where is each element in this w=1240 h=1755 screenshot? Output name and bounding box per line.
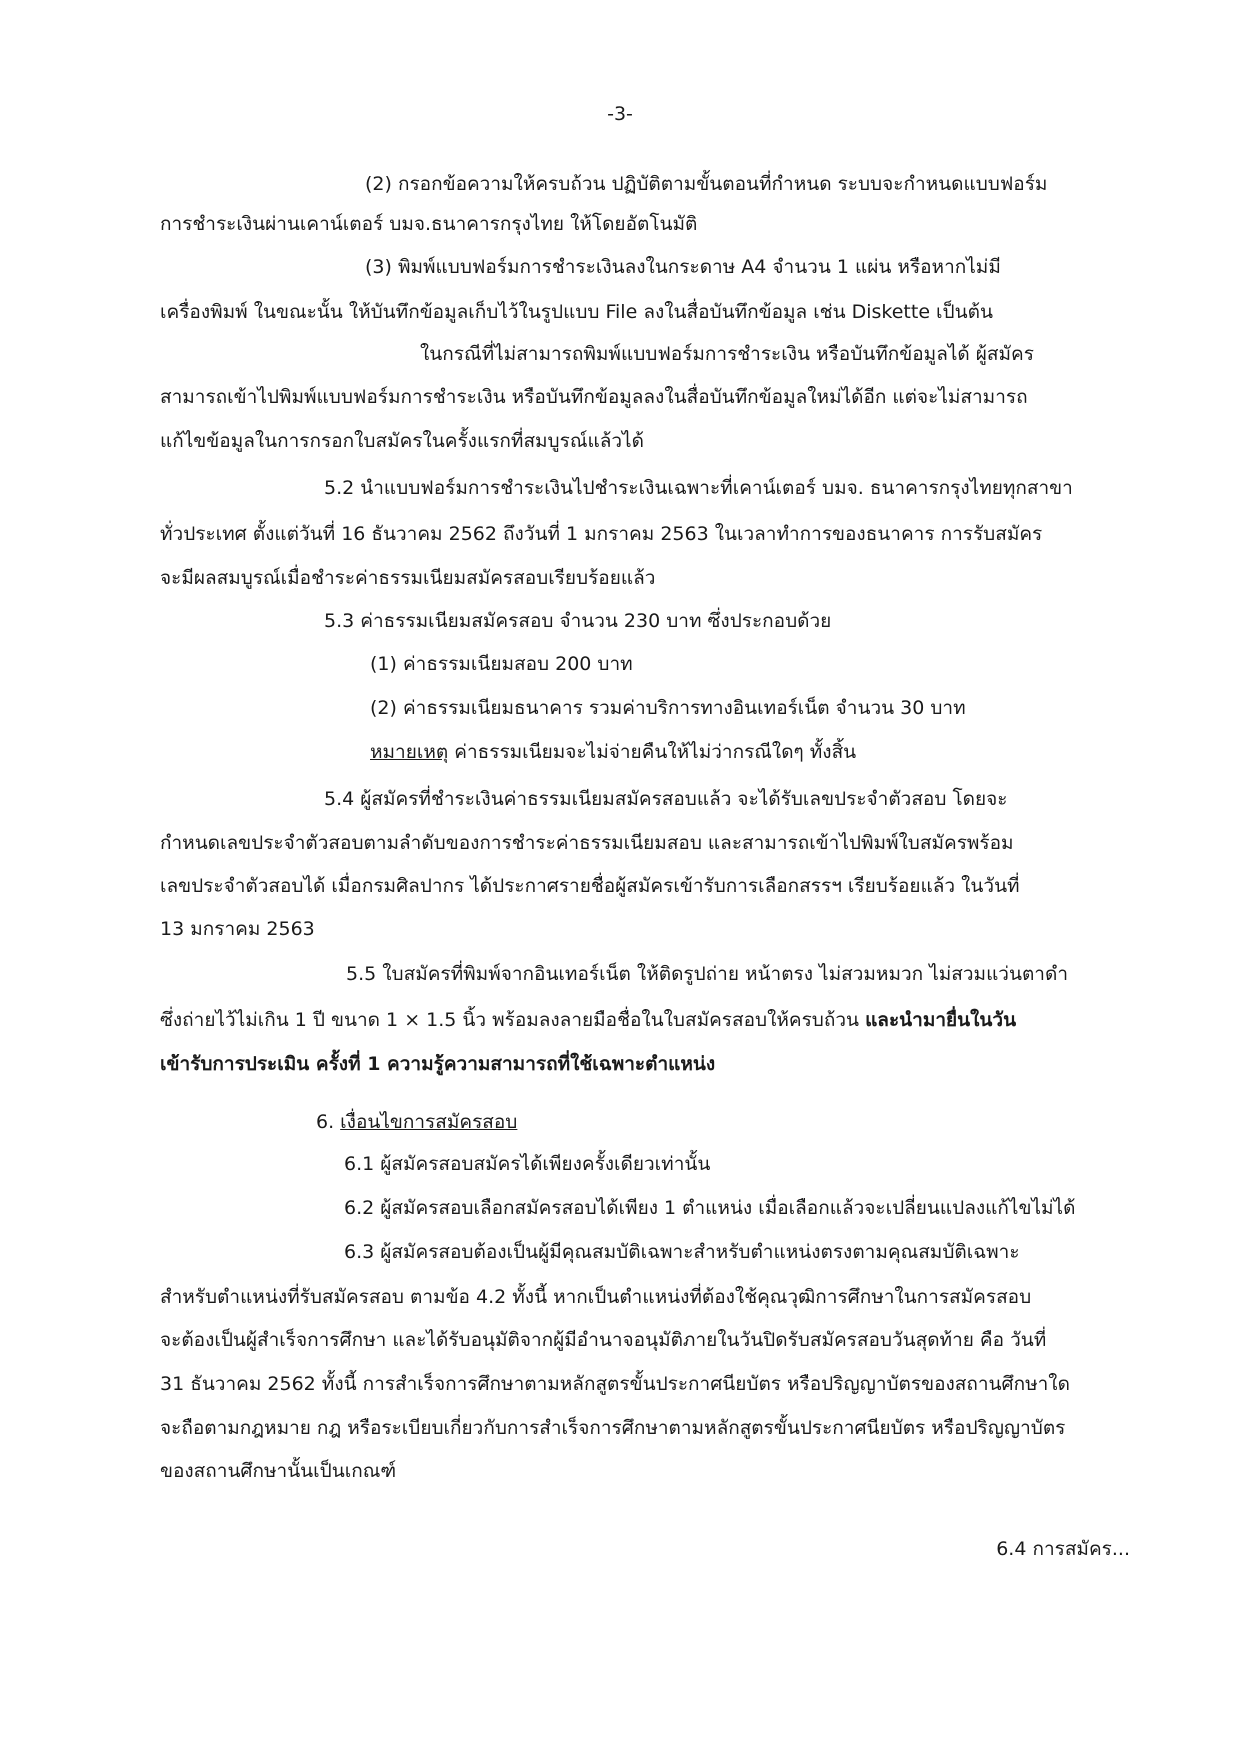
page-number: -3- bbox=[607, 103, 633, 125]
paragraph-line: ในกรณีที่ไม่สามารถพิมพ์แบบฟอร์มการชำระเงิน หรือบันทึกข้อมูลได้ ผู้สมัคร bbox=[420, 343, 1034, 365]
paragraph-line: จะต้องเป็นผู้สำเร็จการศึกษา และได้รับอนุมัติจากผู้มีอำนาจอนุมัติภายในวันปิดรับสมัครสอบวันสุดท้าย คือ วันที่ bbox=[160, 1329, 1047, 1351]
section-6-1: 6.1 ผู้สมัครสอบสมัครได้เพียงครั้งเดียวเท่านั้น bbox=[344, 1153, 711, 1175]
paragraph-line: จะถือตามกฎหมาย กฎ หรือระเบียบเกี่ยวกับการสำเร็จการศึกษาตามหลักสูตรขั้นประกาศนียบัตร หรือปริญญาบัตร bbox=[160, 1417, 1066, 1439]
section-6-heading bbox=[316, 1108, 517, 1136]
fee-item-2: (2) ค่าธรรมเนียมธนาคาร รวมค่าบริการทางอินเทอร์เน็ต จำนวน 30 บาท bbox=[370, 697, 966, 719]
section-6-2: 6.2 ผู้สมัครสอบเลือกสมัครสอบได้เพียง 1 ตำแหน่ง เมื่อเลือกแล้วจะเปลี่ยนแปลงแก้ไขไม่ได้ bbox=[344, 1197, 1076, 1219]
paragraph-line: สามารถเข้าไปพิมพ์แบบฟอร์มการชำระเงิน หรือบันทึกข้อมูลลงในสื่อบันทึกข้อมูลใหม่ได้อีก แต่จะไม่สามารถ bbox=[160, 386, 1028, 408]
line-text: ซึ่งถ่ายไว้ไม่เกิน 1 ปี ขนาด 1 × 1.5 นิ้ว พร้อมลงลายมือชื่อในใบสมัครสอบให้ครบถ้วน bbox=[160, 1009, 866, 1031]
bold-line: เข้ารับการประเมิน ครั้งที่ 1 ความรู้ความสามารถที่ใช้เฉพาะตำแหน่ง bbox=[160, 1053, 716, 1075]
bold-text: และนำมายื่นในวัน bbox=[865, 1009, 1017, 1031]
paragraph-line: กำหนดเลขประจำตัวสอบตามลำดับของการชำระค่าธรรมเนียมสอบ และสามารถเข้าไปพิมพ์ใบสมัครพร้อม bbox=[160, 832, 1014, 854]
paragraph-line: 31 ธันวาคม 2562 ทั้งนี้ การสำเร็จการศึกษาตามหลักสูตรขั้นประกาศนียบัตร หรือปริญญาบัตรของสถานศึกษาใด bbox=[160, 1373, 1070, 1395]
paragraph-line: (3) พิมพ์แบบฟอร์มการชำระเงินลงในกระดาษ A4 จำนวน 1 แผ่น หรือหากไม่มี bbox=[365, 256, 1001, 278]
section-number: 6. bbox=[316, 1111, 341, 1133]
section-5-2: 5.2 นำแบบฟอร์มการชำระเงินไปชำระเงินเฉพาะที่เคาน์เตอร์ บมจ. ธนาคารกรุงไทยทุกสาขา bbox=[324, 477, 1073, 499]
paragraph-line: 13 มกราคม 2563 bbox=[160, 918, 315, 940]
note-text: ค่าธรรมเนียมจะไม่จ่ายคืนให้ไม่ว่ากรณีใดๆ ทั้งสิ้น bbox=[448, 741, 857, 763]
section-5-5: 5.5 ใบสมัครที่พิมพ์จากอินเทอร์เน็ต ให้ติดรูปถ่าย หน้าตรง ไม่สวมหมวก ไม่สวมแว่นตาดำ bbox=[346, 963, 1068, 985]
paragraph-line: (2) กรอกข้อความให้ครบถ้วน ปฏิบัติตามขั้นตอนที่กำหนด ระบบจะกำหนดแบบฟอร์ม bbox=[365, 173, 1048, 195]
note-line bbox=[370, 738, 856, 766]
paragraph-line: ของสถานศึกษานั้นเป็นเกณฑ์ bbox=[160, 1460, 397, 1482]
continuation-marker: 6.4 การสมัคร... bbox=[996, 1538, 1130, 1560]
section-6-3: 6.3 ผู้สมัครสอบต้องเป็นผู้มีคุณสมบัติเฉพาะสำหรับตำแหน่งตรงตามคุณสมบัติเฉพาะ bbox=[344, 1241, 1020, 1263]
fee-item-1: (1) ค่าธรรมเนียมสอบ 200 บาท bbox=[370, 653, 633, 675]
note-label: หมายเหตุ bbox=[370, 741, 449, 763]
paragraph-line: เลขประจำตัวสอบได้ เมื่อกรมศิลปากร ได้ประกาศรายชื่อผู้สมัครเข้ารับการเลือกสรรฯ เรียบร้อยแล้ว ในวันที่ bbox=[160, 875, 1020, 897]
section-title: เงื่อนไขการสมัครสอบ bbox=[340, 1111, 518, 1133]
paragraph-line: สำหรับตำแหน่งที่รับสมัครสอบ ตามข้อ 4.2 ทั้งนี้ หากเป็นตำแหน่งที่ต้องใช้คุณวุฒิการศึกษาในการสมัครสอบ bbox=[160, 1286, 1032, 1308]
paragraph-line bbox=[160, 1006, 1016, 1034]
paragraph-line: จะมีผลสมบูรณ์เมื่อชำระค่าธรรมเนียมสมัครสอบเรียบร้อยแล้ว bbox=[160, 567, 656, 589]
paragraph-line: แก้ไขข้อมูลในการกรอกใบสมัครในครั้งแรกที่สมบูรณ์แล้วได้ bbox=[160, 430, 644, 452]
paragraph-line: ทั่วประเทศ ตั้งแต่วันที่ 16 ธันวาคม 2562 ถึงวันที่ 1 มกราคม 2563 ในเวลาทำการของธนาคาร การรับสมัคร bbox=[160, 523, 1043, 545]
section-5-4: 5.4 ผู้สมัครที่ชำระเงินค่าธรรมเนียมสมัครสอบแล้ว จะได้รับเลขประจำตัวสอบ โดยจะ bbox=[324, 788, 1008, 810]
paragraph-line: เครื่องพิมพ์ ในขณะนั้น ให้บันทึกข้อมูลเก็บไว้ในรูปแบบ File ลงในสื่อบันทึกข้อมูล เช่น Diskette เป็นต้น bbox=[160, 301, 993, 323]
section-5-3: 5.3 ค่าธรรมเนียมสมัครสอบ จำนวน 230 บาท ซึ่งประกอบด้วย bbox=[324, 610, 832, 632]
paragraph-line: การชำระเงินผ่านเคาน์เตอร์ บมจ.ธนาคารกรุงไทย ให้โดยอัตโนมัติ bbox=[160, 213, 698, 235]
